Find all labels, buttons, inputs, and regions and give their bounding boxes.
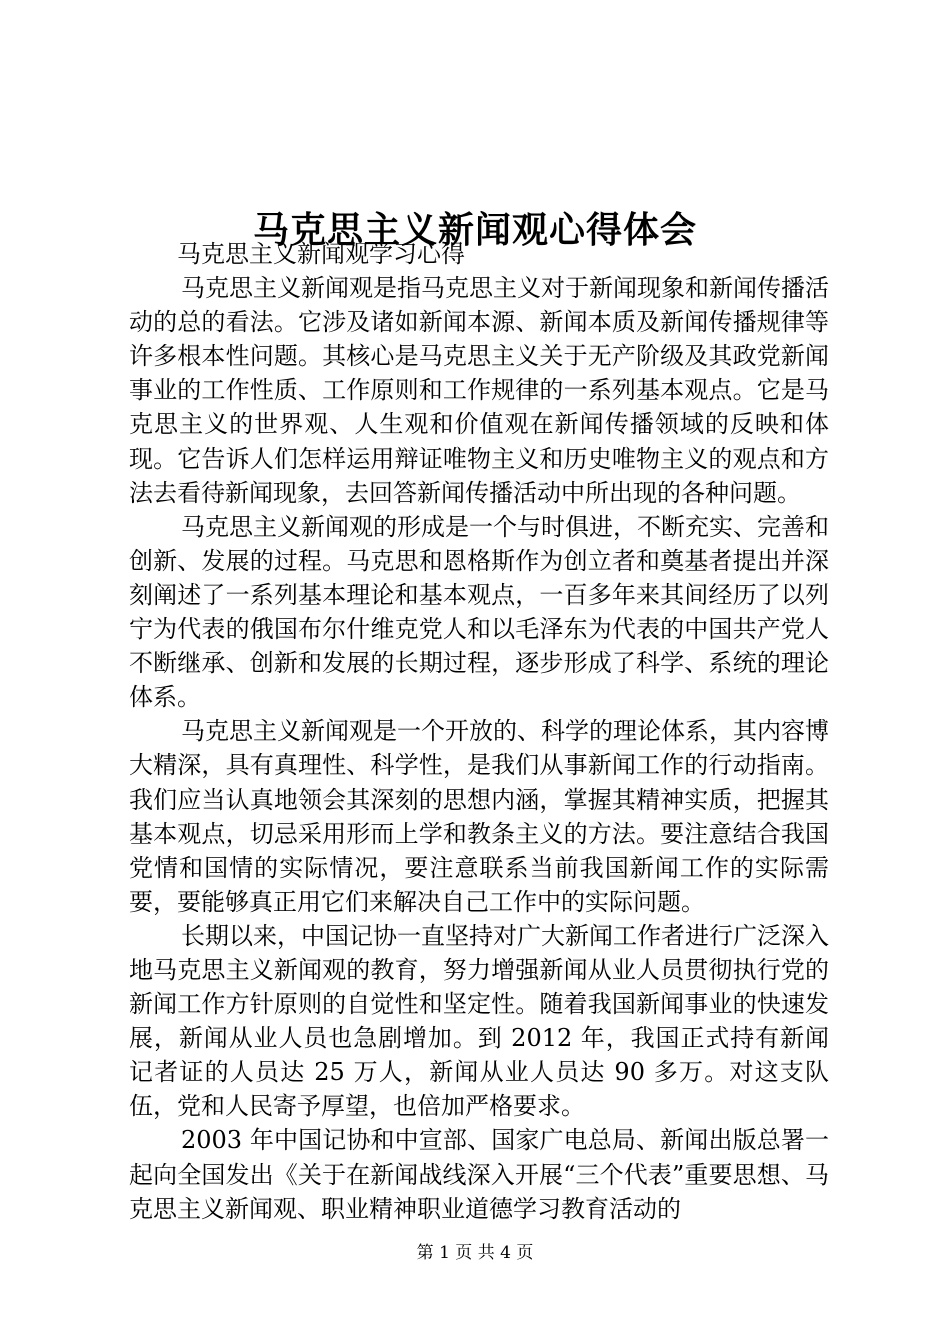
page-number-footer: 第 1 页 共 4 页 <box>416 1243 534 1263</box>
paragraph-5: 2003 年中国记协和中宣部、国家广电总局、新闻出版总署一起向全国发出《关于在新闻战线深入开展“三个代表”重要思想、马克思主义新闻观、职业精神职业道德学习教育活动的 <box>129 1126 829 1223</box>
paragraph-4: 长期以来，中国记协一直坚持对广大新闻工作者进行广泛深入地马克思主义新闻观的教育，努力增强新闻从业人员贯彻执行党的新闻工作方针原则的自觉性和坚定性。随着我国新闻事业的快速发展，新闻从业人员也急剧增加。到 2012 年，我国正式持有新闻记者证的人员达 25 万人，新闻从业人员达 90 多万。对这支队伍，党和人民寄予厚望，也倍加严格要求。 <box>129 921 829 1121</box>
paragraph-3: 马克思主义新闻观是一个开放的、科学的理论体系，其内容博大精深，具有真理性、科学性，是我们从事新闻工作的行动指南。我们应当认真地领会其深刻的思想内涵，掌握其精神实质，把握其基本观点，切忌采用形而上学和教条主义的方法。要注意结合我国党情和国情的实际情况，要注意联系当前我国新闻工作的实际需要，要能够真正用它们来解决自己工作中的实际问题。 <box>129 717 829 916</box>
document-title: 马克思主义新闻观心得体会 <box>252 209 697 252</box>
document-body <box>129 237 829 1226</box>
paragraph-1: 马克思主义新闻观是指马克思主义对于新闻现象和新闻传播活动的总的看法。它涉及诸如新闻本源、新闻本质及新闻传播规律等许多根本性问题。其核心是马克思主义关于无产阶级及其政党新闻事业的工作性质、工作原则和工作规律的一系列基本观点。它是马克思主义的世界观、人生观和价值观在新闻传播领域的反映和体现。它告诉人们怎样运用辩证唯物主义和历史唯物主义的观点和方法去看待新闻现象，去回答新闻传播活动中所出现的各种问题。 <box>129 274 829 507</box>
document-subtitle: 马克思主义新闻观学习心得 <box>177 240 465 268</box>
paragraph-2: 马克思主义新闻观的形成是一个与时俱进，不断充实、完善和创新、发展的过程。马克思和恩格斯作为创立者和奠基者提出并深刻阐述了一系列基本理论和基本观点，一百多年来其间经历了以列宁为代表的俄国布尔什维克党人和以毛泽东为代表的中国共产党人不断继承、创新和发展的长期过程，逐步形成了科学、系统的理论体系。 <box>129 512 829 712</box>
